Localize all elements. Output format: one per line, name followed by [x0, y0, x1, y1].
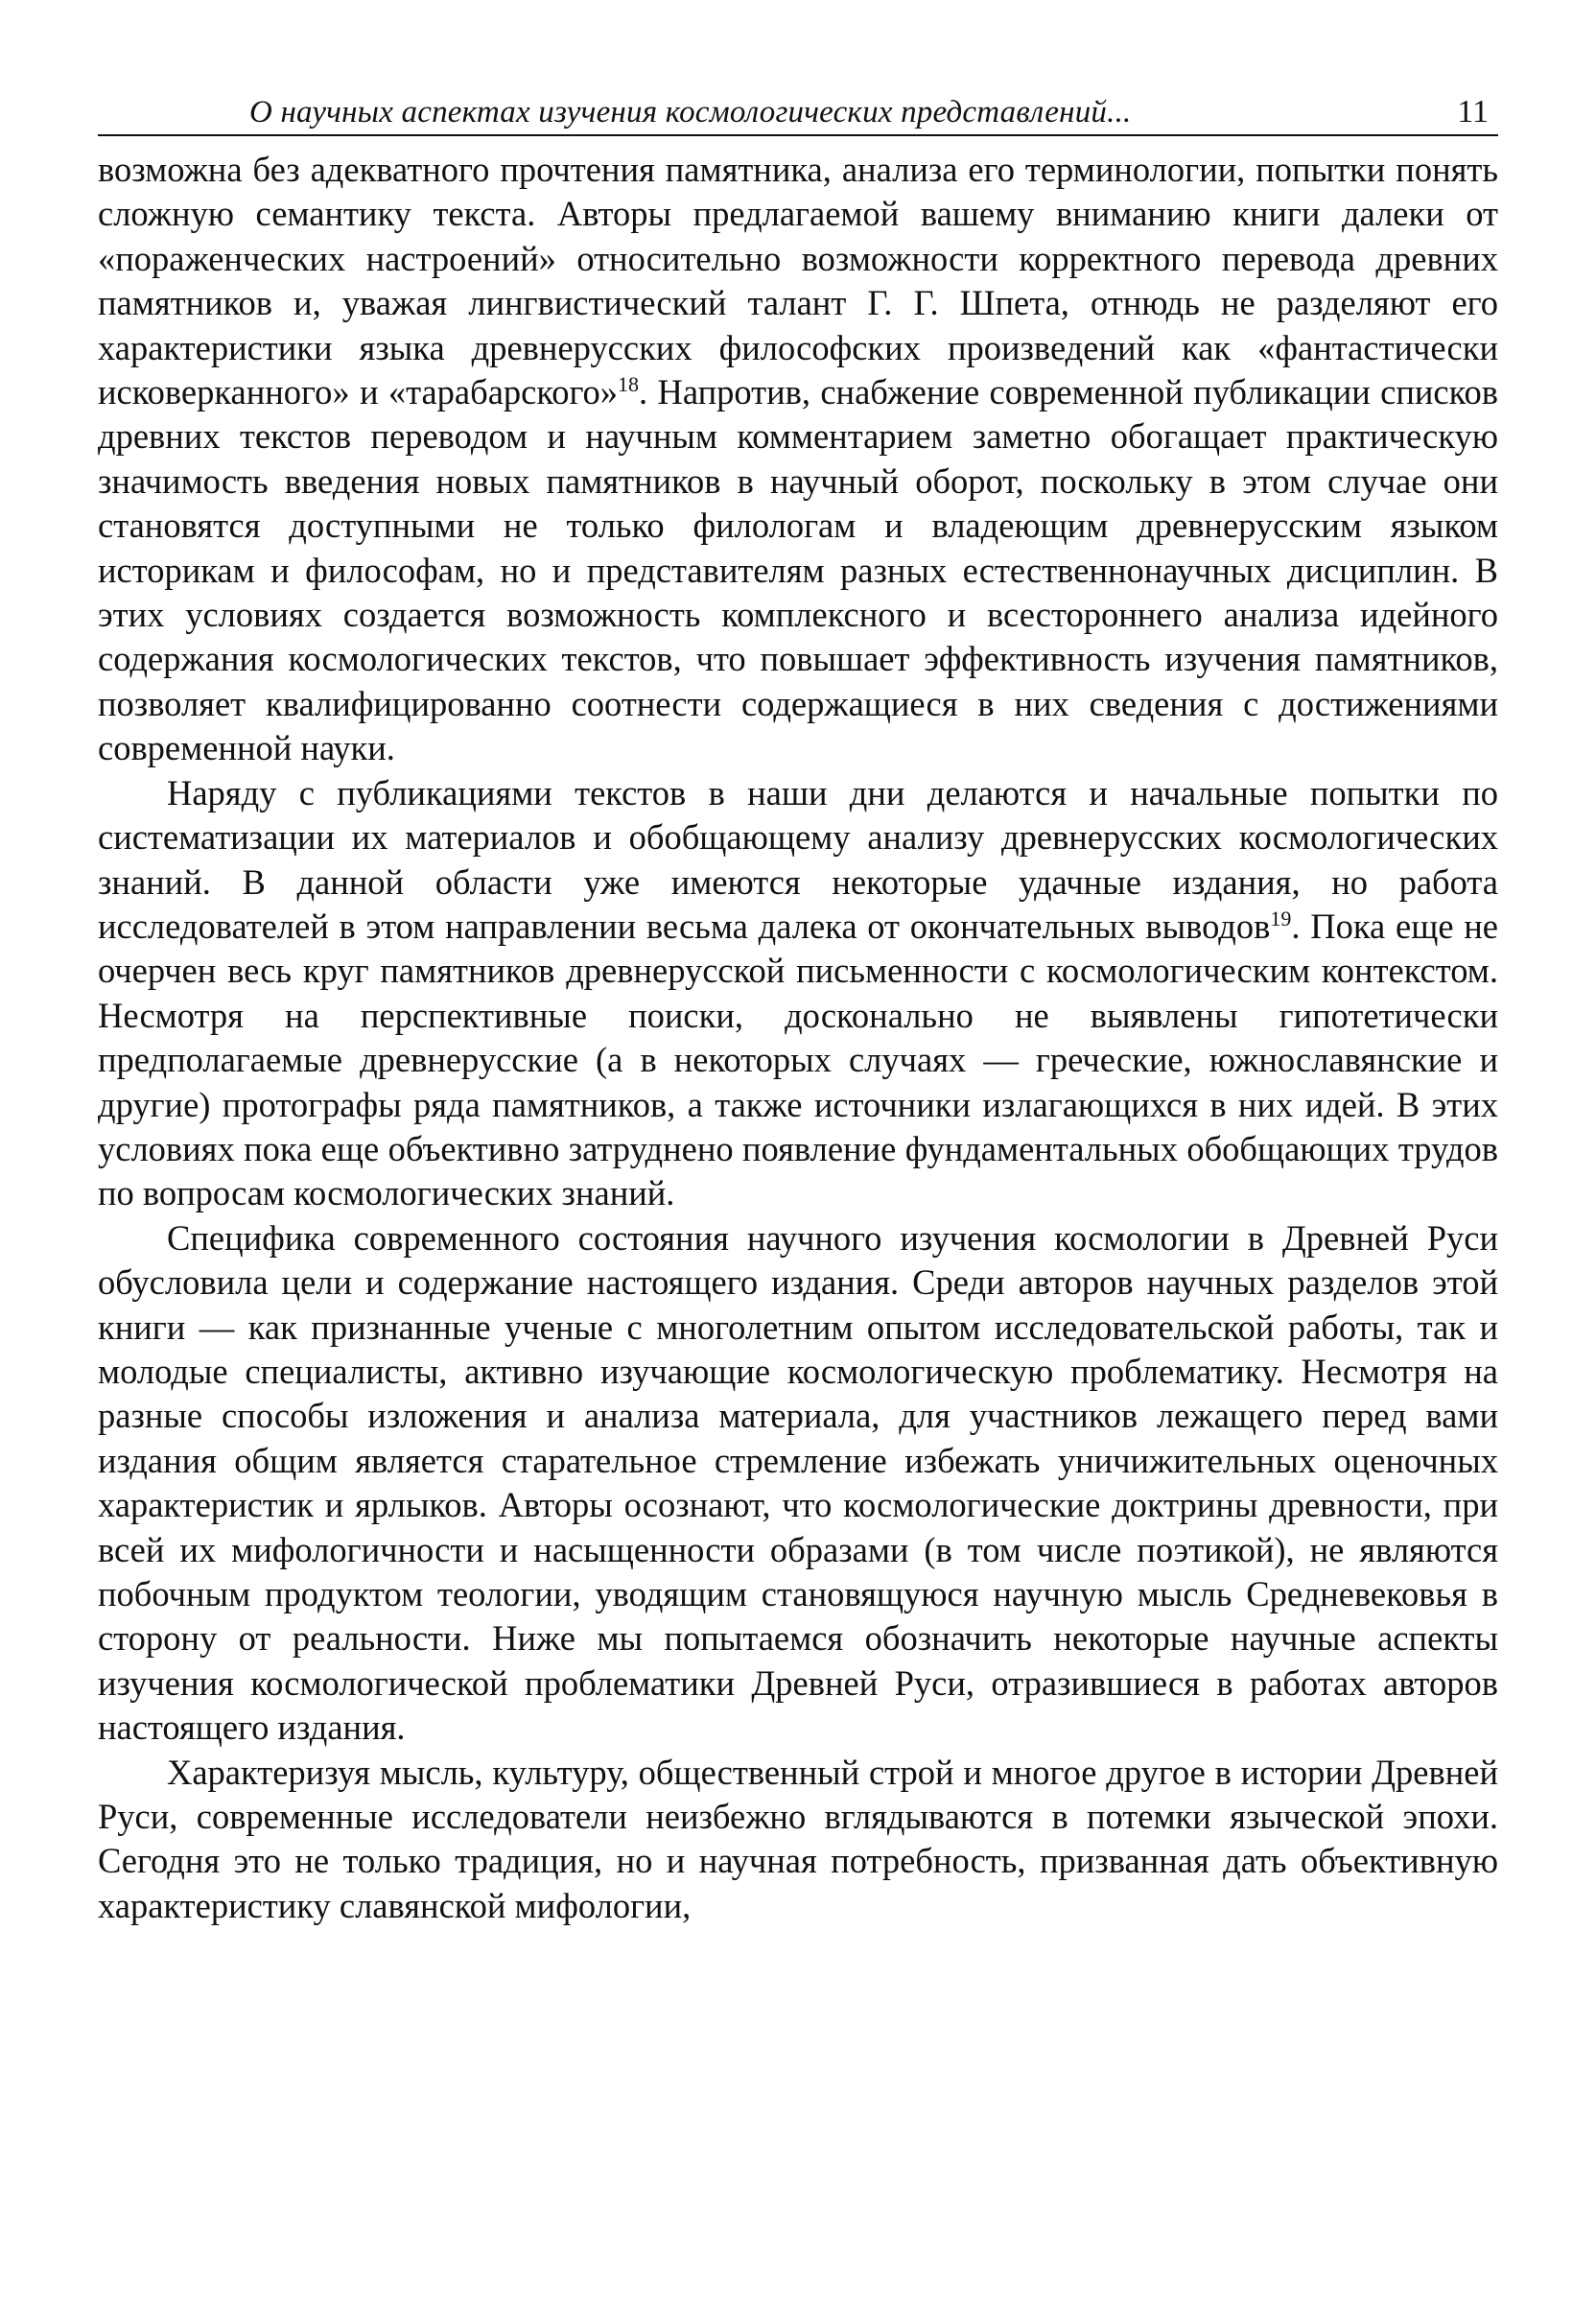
footnote-ref-19[interactable]: 19: [1270, 906, 1292, 930]
book-page: [98, 88, 1498, 1928]
paragraph-text: Специфика современного состояния научного изучения космологии в Древней Руси обусловила цели и содержание настоящего издания. Среди авторов научных разделов этой книги — как признанные ученые с многолетним опытом исследовательской работы, так и молодые специалисты, активно изучающие космологическую проблематику. Несмотря на разные способы изложения и анализа материала, для участников лежащего перед вами издания общим является старательное стремление избежать уничижительных оценочных характеристик и ярлыков. Авторы осознают, что космологические доктрины древности, при всей их мифологичности и насыщенности образами (в том числе поэтикой), не являются побочным продуктом теологии, уводящим становящуюся научную мысль Средневековья в сторону от реальности. Ниже мы попытаемся обозначить некоторые научные аспекты изучения космологической проблематики Древней Руси, отразившиеся в работах авторов настоящего издания.: [98, 1217, 1498, 1748]
paragraph-4: [98, 1751, 1498, 1929]
paragraph-3: [98, 1216, 1498, 1751]
paragraph-text: . Напротив, снабжение современной публикации списков древних текстов переводом и научным комментарием заметно обогащает практическую значимость введения новых памятников в научный оборот, поскольку в этом случае они становятся доступными не только филологам и владеющим древнерусским языком историкам и философам, но и представителям разных естественнонаучных дисциплин. В этих условиях создается возможность комплексного и всестороннего анализа идейного содержания космологических текстов, что повышает эффективность изучения памятников, позволяет квалифицированно соотнести содержащиеся в них сведения с достижениями современной науки.: [98, 372, 1498, 768]
paragraph-text: Наряду с публикациями текстов в наши дни делаются и начальные попытки по систематизации их материалов и обобщающему анализу древнерусских космологических знаний. В данной области уже имеются некоторые удачные издания, но работа исследователей в этом направлении весьма далека от окончательных выводов: [98, 772, 1498, 946]
running-header: [98, 88, 1498, 136]
paragraph-text: Характеризуя мысль, культуру, общественный строй и многое другое в истории Древней Руси, современные исследователи неизбежно вглядываются в потемки языческой эпохи. Сегодня это не только традиция, но и научная потребность, призванная дать объективную характеристику славянской мифологии,: [98, 1752, 1498, 1925]
page-number: 11: [1457, 94, 1489, 130]
footnote-ref-18[interactable]: 18: [618, 371, 640, 396]
body-text: [98, 148, 1498, 1928]
paragraph-2: [98, 771, 1498, 1216]
paragraph-text: возможна без адекватного прочтения памятника, анализа его терминологии, попытки понять сложную семантику текста. Авторы предлагаемой вашему вниманию книги далеки от «пораженческих настроений» относительно возможности корректного перевода древних памятников и, уважая лингвистический талант Г. Г. Шпета, отнюдь не разделяют его характеристики языка древнерусских философских произведений как «фантастически исковерканного» и «тарабарского»: [98, 150, 1498, 412]
paragraph-text: . Пока еще не очерчен весь круг памятников древнерусской письменности с космологическим контекстом. Несмотря на перспективные поиски, досконально не выявлены гипотетически предполагаемые древнерусские (а в некоторых случаях — греческие, южнославянские и другие) протографы ряда памятников, а также источники излагающихся в них идей. В этих условиях пока еще объективно затруднено появление фундаментальных обобщающих трудов по вопросам космологических знаний.: [98, 906, 1499, 1213]
running-title: О научных аспектах изучения космологических представлений...: [249, 95, 1132, 130]
paragraph-1: [98, 148, 1498, 771]
